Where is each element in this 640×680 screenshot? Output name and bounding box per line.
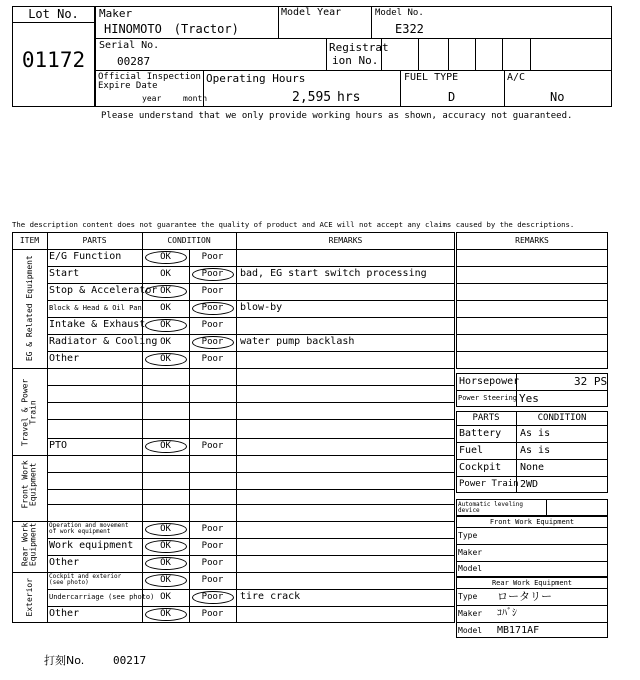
operating-hours-value: 2,595 [292, 90, 332, 105]
poor-option: Poor [201, 303, 224, 313]
row-part: Other [49, 608, 80, 619]
horsepower-label: Horsepower [459, 376, 520, 387]
fuel-label: Fuel [459, 445, 484, 456]
row-part: Cockpit and exterior (see photo) [49, 573, 122, 587]
ok-circle-mark [145, 557, 187, 570]
ok-option: OK [160, 441, 171, 451]
rear-type-value: ロータリー [497, 590, 552, 603]
head-item: ITEM [19, 236, 40, 245]
registration-label-1: Registrat [329, 41, 389, 54]
lot-number: 01172 [21, 48, 86, 72]
rear-type-label: Type [458, 592, 478, 601]
front-work-title: Front Work Equipment [489, 518, 575, 526]
front-type-label: Type [458, 531, 478, 540]
serial-label: Serial No. [99, 40, 160, 51]
front-maker-label: Maker [458, 548, 483, 557]
ok-option: OK [160, 524, 171, 534]
row-part: Operation and movement of work equipment [49, 522, 129, 536]
ok-option: OK [160, 252, 171, 262]
group-exterior: Exterior [24, 577, 34, 617]
parts-head: PARTS [472, 413, 500, 423]
maker-label: Maker [99, 7, 133, 20]
head-remarks: REMARKS [328, 236, 363, 245]
row-part: Undercarriage (see photo) [49, 593, 155, 601]
poor-circle-mark [192, 302, 234, 315]
row-part: Work equipment [49, 540, 134, 551]
rear-model-value: MB171AF [497, 625, 540, 636]
poor-option: Poor [201, 558, 224, 568]
ok-option: OK [160, 609, 171, 619]
model-no-label: Model No. [375, 8, 424, 18]
ok-circle-mark [145, 440, 187, 453]
group-travel-1: Travel & Power [20, 378, 30, 447]
lot-label: Lot No. [28, 7, 79, 21]
serial-value: 00287 [117, 55, 151, 68]
poor-option: Poor [201, 541, 224, 551]
battery-value: As is [520, 428, 551, 439]
row-remark: bad, EG start switch processing [240, 268, 427, 279]
poor-option: Poor [201, 441, 224, 451]
ac-value: No [550, 90, 565, 104]
operating-hours-unit: hrs [337, 90, 361, 105]
description-notice: The description content does not guarantee the quality of product and ACE will not accept any claims caused by the descriptions. [12, 220, 575, 229]
ok-circle-mark [145, 574, 187, 587]
row-remark: tire crack [240, 591, 301, 602]
power-train-value: 2WD [520, 479, 539, 490]
group-rear-1: Rear Work [20, 522, 30, 567]
group-travel [22, 372, 39, 452]
group-front-1: Front Work [20, 460, 30, 509]
rear-maker-label: Maker [458, 609, 483, 618]
poor-option: Poor [201, 524, 224, 534]
group-eg: EG & Related Equipment [24, 255, 34, 362]
ok-circle-mark [145, 540, 187, 553]
ok-circle-mark [145, 523, 187, 536]
rear-maker-value: ｺﾊﾞｼ [497, 608, 517, 619]
ok-option: OK [160, 354, 171, 364]
horsepower-value: 32 PS [574, 375, 608, 388]
ok-option: OK [160, 320, 171, 330]
row-part: PTO [49, 440, 68, 451]
fuel-value: As is [520, 445, 551, 456]
row-remark: water pump backlash [240, 336, 355, 347]
power-train-label: Power Train [459, 479, 519, 489]
poor-circle-mark [192, 591, 234, 604]
ok-option: OK [160, 286, 171, 296]
right-remarks-head: REMARKS [515, 236, 549, 245]
power-steering-label: Power Steering [458, 394, 518, 402]
inspection-label-2: Expire Date [98, 81, 158, 91]
auto-leveling-label: Automatic leveling device [458, 501, 524, 515]
row-part: Radiator & Cooling [49, 336, 158, 347]
row-part: Stop & Accelerator [49, 285, 158, 296]
group-rear-2: Equipment [29, 522, 38, 567]
registration-label-2: ion No. [332, 54, 379, 67]
model-no-value: E322 [395, 22, 424, 36]
poor-circle-mark [192, 268, 234, 281]
cockpit-value: None [520, 462, 545, 473]
row-part: E/G Function [49, 251, 122, 262]
rear-work-title: Rear Work Equipment [491, 579, 573, 587]
stamp-label: 打刻No. [44, 654, 85, 667]
model-year-label: Model Year [281, 7, 342, 18]
fuel-type-value: D [448, 90, 456, 104]
group-front-2: Equipment [29, 462, 38, 507]
row-part: Start [49, 268, 80, 279]
fuel-type-label: FUEL TYPE [404, 72, 459, 83]
ac-label: A/C [507, 72, 526, 83]
hours-notice: Please understand that we only provide working hours as shown, accuracy not guaranteed. [101, 111, 573, 121]
row-part: Other [49, 557, 80, 568]
poor-option: Poor [201, 337, 224, 347]
ok-circle-mark [145, 608, 187, 621]
ok-circle-mark [145, 353, 187, 366]
ok-option: OK [160, 269, 171, 279]
ok-option: OK [160, 592, 171, 602]
rear-model-label: Model [458, 626, 483, 635]
condition-head: CONDITION [537, 413, 587, 423]
cockpit-label: Cockpit [459, 462, 502, 473]
month-label: month [183, 94, 208, 103]
ok-circle-mark [145, 319, 187, 332]
year-label: year [142, 94, 162, 103]
operating-hours-label: Operating Hours [206, 72, 306, 85]
ok-option: OK [160, 575, 171, 585]
head-condition: CONDITION [167, 236, 211, 245]
poor-circle-mark [192, 336, 234, 349]
stamp-value: 00217 [113, 654, 147, 667]
maker-value: HINOMOTO (Tractor) [104, 22, 239, 36]
poor-option: Poor [201, 592, 224, 602]
poor-option: Poor [201, 286, 224, 296]
row-part: Other [49, 353, 80, 364]
ok-option: OK [160, 558, 171, 568]
battery-label: Battery [459, 428, 502, 439]
group-travel-2: Train [29, 400, 38, 425]
poor-option: Poor [201, 575, 224, 585]
inspection-label-1: Official Inspection [98, 72, 201, 82]
poor-option: Poor [201, 354, 224, 364]
power-steering-value: Yes [519, 392, 539, 405]
ok-option: OK [160, 337, 171, 347]
poor-option: Poor [201, 320, 224, 330]
ok-option: OK [160, 303, 171, 313]
ok-circle-mark [145, 251, 187, 264]
poor-option: Poor [201, 269, 224, 279]
row-part: Block & Head & Oil Pan [49, 304, 142, 312]
head-parts: PARTS [82, 236, 107, 245]
ok-option: OK [160, 541, 171, 551]
front-model-label: Model [458, 564, 483, 573]
poor-option: Poor [201, 252, 224, 262]
poor-option: Poor [201, 609, 224, 619]
row-part: Intake & Exhaust [49, 319, 146, 330]
ok-circle-mark [145, 285, 187, 298]
row-remark: blow-by [240, 302, 283, 313]
